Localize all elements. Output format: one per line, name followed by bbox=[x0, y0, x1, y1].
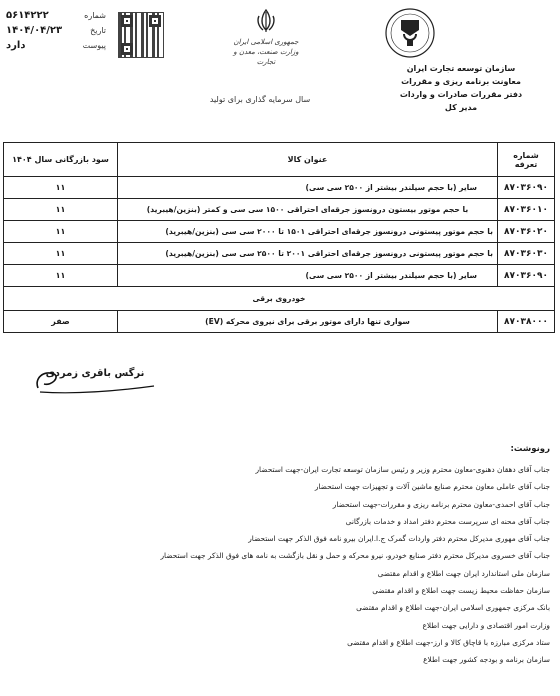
row-title: با حجم موتور بیستون درونسوز جرقه‌ای احتراقی ۱۵۰۰ سی سی و کمتر (بنزین/هیبرید) bbox=[118, 199, 498, 221]
row-title: با حجم موتور پیستونی درونسوز جرقه‌ای احتراقی ۲۰۰۱ تا ۲۵۰۰ سی سی (بنزین/هیبرید) bbox=[118, 243, 498, 265]
row-code: ۸۷۰۳۶۰۱۰ bbox=[498, 199, 555, 221]
org-line-4: مدیر کل bbox=[444, 103, 478, 112]
row-title: سایر (با حجم سیلندر بیشتر از ۲۵۰۰ سی سی) bbox=[118, 177, 498, 199]
letter-number-label: شماره bbox=[84, 11, 106, 20]
letter-number-row bbox=[6, 8, 106, 23]
ev-row-code: ۸۷۰۳۸۰۰۰ bbox=[498, 311, 555, 333]
row-title: سایر (با حجم سیلندر بیشتر از ۲۵۰۰ سی سی) bbox=[118, 265, 498, 287]
iran-emblem-icon bbox=[254, 8, 278, 34]
row-profit: ۱۱ bbox=[4, 199, 118, 221]
list-item: ستاد مرکزی مبارزه با قاچاق کالا و ارز-جهت اطلاع و اقدام مقتضی bbox=[347, 637, 550, 647]
letter-date: ۱۴۰۴/۰۴/۲۳ bbox=[6, 25, 63, 36]
org-line-2: معاونت برنامه ریزی و مقررات bbox=[401, 77, 521, 86]
list-item: جناب آقای احمدی-معاون محترم برنامه ریزی و مقررات-جهت استحضار bbox=[332, 499, 550, 509]
table-row bbox=[4, 311, 555, 333]
list-item: جناب آقای خسروی مدیرکل محترم دفتر صنایع خودرو، نیرو محرکه و حمل و نقل بازگشت به نامه های فوق الذکر جهت استحضار bbox=[160, 551, 550, 561]
ministry-caption-line-2: وزارت صنعت، معدن و تجارت bbox=[233, 48, 299, 66]
list-item: جناب آقای عاملی معاون محترم صنایع ماشین آلات و تجهیزات جهت استحضار bbox=[314, 482, 550, 492]
copies-title: رونوشت: bbox=[510, 444, 550, 454]
letter-attachment-row bbox=[6, 38, 106, 53]
table-row bbox=[4, 243, 555, 265]
letter-date-label: تاریخ bbox=[90, 26, 106, 35]
table-row bbox=[4, 199, 555, 221]
row-profit: ۱۱ bbox=[4, 265, 118, 287]
list-item: جناب آقای محنه ای سرپرست محترم دفتر امداد و خدمات بازرگانی bbox=[345, 516, 550, 526]
list-item: جناب آقای مهوری مدیرکل محترم دفتر واردات گمرک ج.ا.ایران بیرو نامه فوق الذکر جهت استحضار bbox=[248, 534, 550, 544]
letter-attachment-label: پیوست bbox=[82, 41, 106, 50]
tpo-logo-icon bbox=[380, 6, 440, 60]
organization-block bbox=[376, 62, 546, 114]
list-item: بانک مرکزی جمهوری اسلامی ایران-جهت اطلاع و اقدام مقتضی bbox=[356, 603, 550, 613]
ministry-caption-line-1: جمهوری اسلامی ایران bbox=[233, 38, 299, 46]
table-header-row bbox=[4, 143, 555, 177]
list-item: جناب آقای دهقان دهنوی-معاون محترم وزیر و رئیس سازمان توسعه تجارت ایران-جهت استحضار bbox=[255, 465, 550, 474]
letter-date-row bbox=[6, 23, 106, 38]
letter-meta bbox=[6, 8, 106, 53]
table-row bbox=[4, 221, 555, 243]
signatory-name: نرگس باقری زمردی bbox=[45, 368, 145, 379]
org-line-3: دفتر مقررات صادرات و واردات bbox=[399, 90, 523, 99]
ministry-caption bbox=[226, 37, 306, 67]
row-profit: ۱۱ bbox=[4, 243, 118, 265]
row-profit: ۱۱ bbox=[4, 221, 118, 243]
table-row bbox=[4, 265, 555, 287]
row-code: ۸۷۰۳۶۰۹۰ bbox=[498, 177, 555, 199]
qr-code-icon bbox=[118, 12, 164, 58]
row-title: با حجم موتور پیستونی درونسوز جرقه‌ای احتراقی ۱۵۰۱ تا ۲۰۰۰ سی سی (بنزین/هیبرید) bbox=[118, 221, 498, 243]
letter-attachment: دارد bbox=[6, 40, 26, 51]
org-line-1: سازمان توسعه تجارت ایران bbox=[406, 64, 516, 73]
letter-number: ۵۶۱۴۲۲۲ bbox=[6, 10, 49, 21]
row-code: ۸۷۰۳۶۰۲۰ bbox=[498, 221, 555, 243]
row-profit: ۱۱ bbox=[4, 177, 118, 199]
list-item: وزارت امور اقتصادی و دارایی جهت اطلاع bbox=[422, 620, 550, 630]
tariff-table bbox=[3, 142, 555, 333]
header-title: عنوان کالا bbox=[118, 143, 498, 177]
ev-row-profit: صفر bbox=[4, 311, 118, 333]
list-item: سازمان ملی استاندارد ایران جهت اطلاع و اقدام مقتضی bbox=[377, 568, 550, 578]
section-title: خودروی برقی bbox=[4, 287, 555, 311]
row-code: ۸۷۰۳۶۰۳۰ bbox=[498, 243, 555, 265]
table-row bbox=[4, 177, 555, 199]
ev-row-title: سواری تنها دارای موتور برقی برای نیروی محرکه (EV) bbox=[118, 311, 498, 333]
year-slogan: سال سرمایه گذاری برای تولید bbox=[209, 95, 311, 104]
header-code: شماره تعرفه bbox=[498, 143, 555, 177]
copies-list bbox=[30, 461, 550, 669]
list-item: سازمان حفاظت محیط زیست جهت اطلاع و اقدام مقتضی bbox=[372, 586, 550, 596]
row-code: ۸۷۰۳۶۰۹۰ bbox=[498, 265, 555, 287]
header-profit: سود بازرگانی سال ۱۴۰۴ bbox=[4, 143, 118, 177]
section-row bbox=[4, 287, 555, 311]
list-item: سازمان برنامه و بودجه کشور جهت اطلاع bbox=[423, 655, 550, 665]
